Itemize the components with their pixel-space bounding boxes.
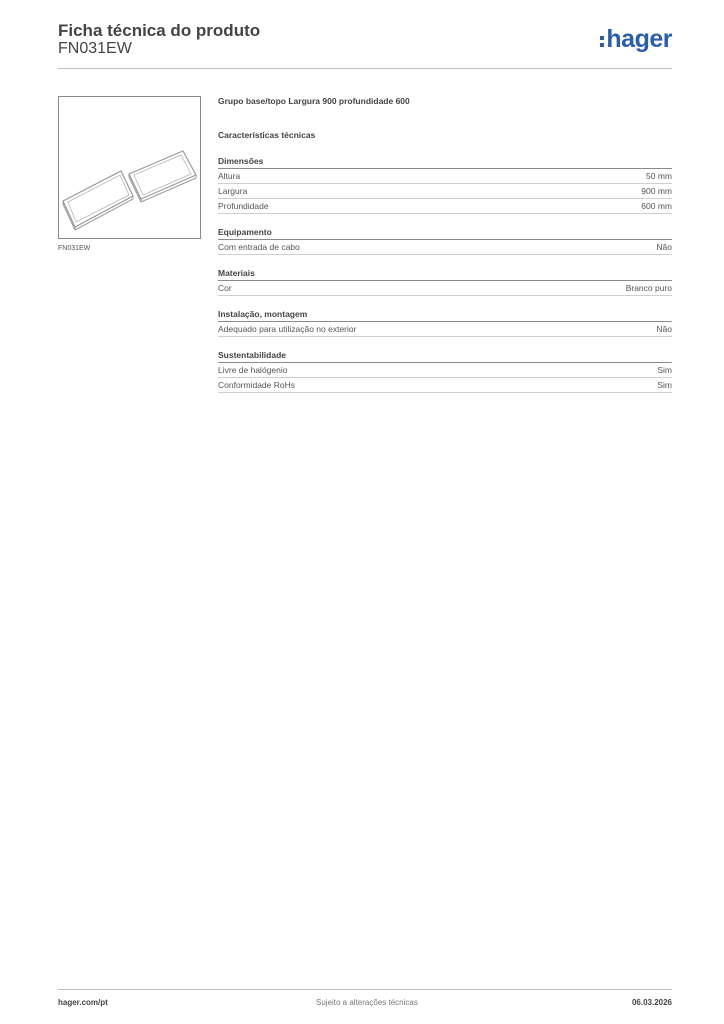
group-title-equipamento: Equipamento — [218, 227, 672, 240]
section-title: Características técnicas — [218, 130, 316, 140]
logo-dots-icon — [600, 36, 604, 47]
group-title-dimensoes: Dimensões — [218, 156, 672, 169]
footer-note: Sujeito a alterações técnicas — [316, 998, 418, 1007]
spec-label: Conformidade RoHs — [218, 380, 296, 390]
spec-row — [218, 240, 672, 255]
spec-row — [218, 184, 672, 199]
spec-value: 900 mm — [641, 186, 672, 196]
spec-row — [218, 281, 672, 296]
spec-value: Não — [656, 324, 672, 334]
spec-row — [218, 322, 672, 337]
spec-label: Livre de halógenio — [218, 365, 288, 375]
spec-value: Branco puro — [625, 283, 672, 293]
logo-text: hager — [606, 25, 672, 53]
spec-label: Cor — [218, 283, 232, 293]
spec-row — [218, 199, 672, 214]
product-image — [58, 96, 201, 239]
spec-row — [218, 378, 672, 393]
footer-date: 06.03.2026 — [631, 998, 672, 1007]
specs-panel — [218, 96, 672, 393]
footer-website-link[interactable]: hager.com/pt — [58, 998, 108, 1007]
product-name: Grupo base/topo Largura 900 profundidade 600 — [218, 96, 410, 106]
footer-divider — [58, 989, 672, 990]
spec-value: Sim — [657, 365, 672, 375]
group-title-materiais: Materiais — [218, 268, 672, 281]
image-caption: FN031EW — [58, 245, 91, 252]
spec-value: 50 mm — [646, 171, 672, 181]
page-title: Ficha técnica do produto — [58, 21, 261, 40]
spec-label: Largura — [218, 186, 248, 196]
hager-logo[interactable] — [600, 27, 672, 52]
spec-row — [218, 169, 672, 184]
group-title-sustentabilidade: Sustentabilidade — [218, 350, 672, 363]
spec-value: Não — [656, 242, 672, 252]
group-title-instalacao: Instalação, montagem — [218, 309, 672, 322]
spec-label: Adequado para utilização no exterior — [218, 324, 357, 334]
spec-value: 600 mm — [641, 201, 672, 211]
spec-label: Profundidade — [218, 201, 269, 211]
spec-value: Sim — [657, 380, 672, 390]
spec-row — [218, 363, 672, 378]
base-top-frame-icon — [59, 97, 200, 238]
spec-label: Com entrada de cabo — [218, 242, 300, 252]
product-code: FN031EW — [58, 40, 132, 57]
spec-label: Altura — [218, 171, 241, 181]
header-divider — [58, 68, 672, 69]
